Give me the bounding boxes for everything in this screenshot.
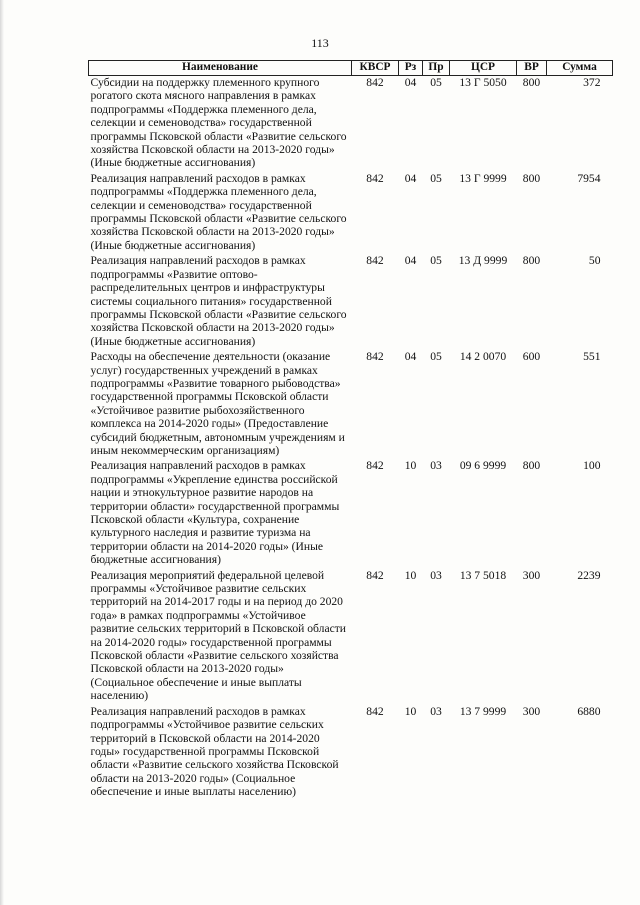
row-kvsr: 842 [366,76,384,89]
row-rz: 10 [404,568,417,582]
row-vr: 300 [522,704,541,718]
row-sum: 7954 [577,171,601,185]
row-rz: 04 [404,171,417,185]
budget-table [88,60,613,801]
row-csr: 13 7 9999 [459,704,507,718]
row-csr: 13 Г 5050 [459,76,507,89]
header-sum: Сумма [547,61,613,76]
table-row [89,172,613,254]
row-pr: 05 [430,76,442,89]
scan-edge [0,0,4,905]
row-sum: 50 [588,254,601,268]
row-kvsr: 842 [366,254,384,268]
row-vr: 800 [522,76,541,89]
row-name: Расходы на обеспечение деятельности (оказание услуг) государственных учреждений в рамках подпрограммы «Развитие товарного рыбоводства» государственной программы Псковской области «Устойчивое развитие рыбохозяйственного комплекса на 2014-2020 годы» (Предоставление субсидий бюджетным, автономным учреждениям и иным некоммерческим организациям) [90,350,345,457]
row-sum: 6880 [577,704,601,718]
row-vr: 300 [522,568,541,582]
row-pr: 05 [430,350,442,364]
row-csr: 09 6 9999 [459,459,507,473]
row-sum: 2239 [577,568,601,582]
row-vr: 800 [522,254,541,268]
row-rz: 10 [404,459,417,473]
row-pr: 05 [430,171,442,185]
table-row [89,459,613,568]
row-csr: 13 Г 9999 [459,171,507,185]
row-vr: 800 [522,459,541,473]
row-kvsr: 842 [366,568,384,582]
table-row [89,705,613,801]
row-kvsr: 842 [366,704,384,718]
row-name: Реализация направлений расходов в рамках подпрограммы «Укрепление единства российской нации и этнокультурное развитие народов на территории области» государственной программы Псковской области «Культура, сохранение культурного наследия и развитие туризма на территории области на 2014-2020 годы» (Иные бюджетные ассигнования) [90,459,340,567]
row-vr: 600 [522,350,541,364]
header-csr: ЦСР [450,61,517,76]
header-name: Наименование [89,61,352,76]
row-name: Субсидии на поддержку племенного крупного рогатого скота мясного направления в рамках подпрограммы «Поддержка племенного дела, селекции и семеноводства» государственной программы Псковской области «Развитие сельского хозяйства Псковской области на 2013-2020 годы» (Иные бюджетные ассигнования) [90,76,347,170]
row-pr: 03 [430,568,442,582]
table-row [89,569,613,705]
row-name: Реализация направлений расходов в рамках подпрограммы «Устойчивое развитие сельских территорий в Псковской области на 2014-2020 годы» государственной программы Псковской области «Развитие сельского хозяйства Псковской области на 2013-2020 годы» (Социальное обеспечение и иные выплаты населению) [90,704,339,799]
row-name: Реализация направлений расходов в рамках подпрограммы «Развитие оптово-распределительных центров и инфраструктуры системы социального питания» государственной программы Псковской области «Развитие сельского хозяйства Псковской области на 2013-2020 годы» (Иные бюджетные ассигнования) [90,254,347,348]
header-pr: Пр [423,61,450,76]
row-pr: 03 [430,704,442,718]
row-sum: 100 [583,459,601,473]
row-name: Реализация мероприятий федеральной целевой программы «Устойчивое развитие сельских территорий на 2014-2017 годы и на период до 2020 года» в рамках подпрограммы «Устойчивое развитие сельских территорий в Псковской области на 2014-2020 годы» государственной программы Псковской области «Развитие сельского хозяйства Псковской области на 2013-2020 годы» (Социальное обеспечение и иные выплаты населению) [90,568,347,703]
table-row [89,76,613,172]
header-kvsr: КВСР [352,61,399,76]
row-kvsr: 842 [366,350,384,364]
row-kvsr: 842 [366,171,384,185]
header-rz: Рз [399,61,423,76]
row-vr: 800 [522,171,541,185]
row-csr: 14 2 0070 [459,350,507,364]
table-header-row [89,61,613,76]
row-pr: 05 [430,254,442,268]
row-name: Реализация направлений расходов в рамках подпрограммы «Поддержка племенного дела, селекции и семеноводства» государственной программы Псковской области «Развитие сельского хозяйства Псковской области на 2013-2020 годы» (Иные бюджетные ассигнования) [90,171,347,252]
header-vr: ВР [517,61,547,76]
row-rz: 10 [404,704,417,718]
page-number: 113 [311,36,329,50]
row-sum: 372 [583,76,601,89]
row-csr: 13 Д 9999 [458,254,508,268]
table-row [89,254,613,350]
row-rz: 04 [404,350,417,364]
row-kvsr: 842 [366,459,384,473]
row-rz: 04 [404,254,417,268]
row-csr: 13 7 5018 [459,568,507,582]
row-sum: 551 [583,350,601,364]
table-row [89,350,613,459]
row-pr: 03 [430,459,442,473]
row-rz: 04 [404,76,417,89]
